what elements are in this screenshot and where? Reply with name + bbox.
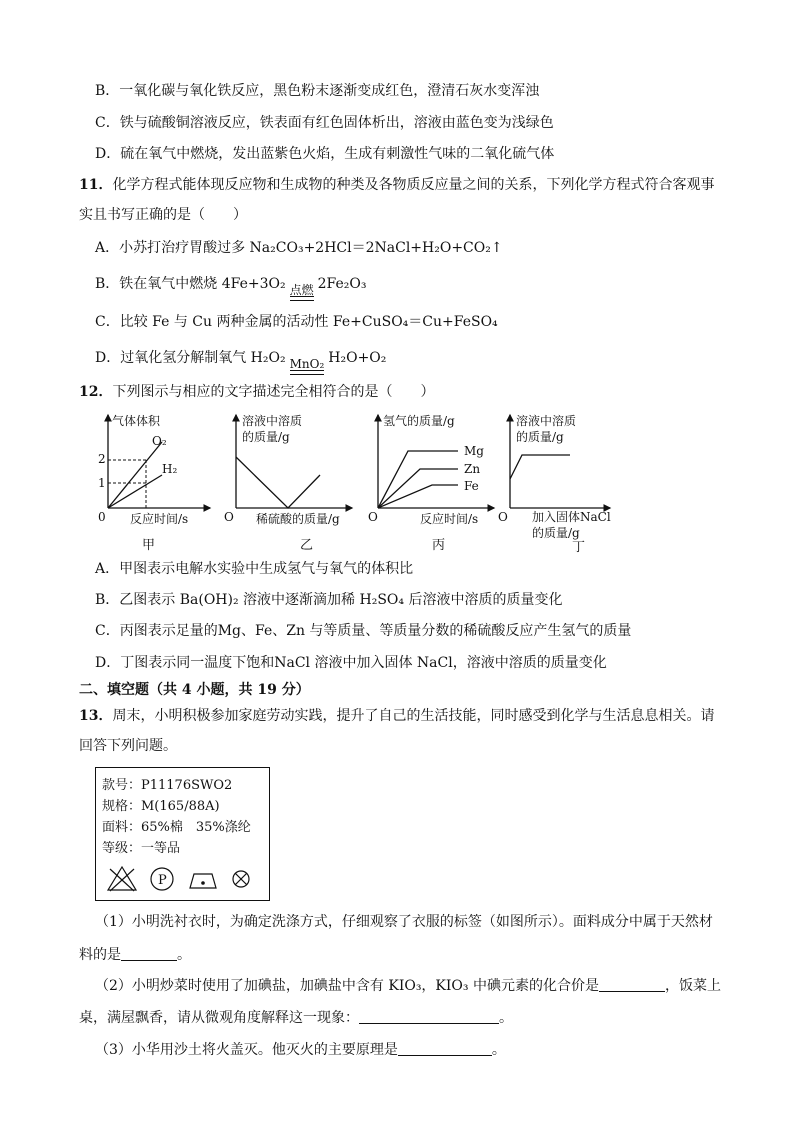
- q13-part1-line2: [79, 945, 191, 965]
- bing-series-zn: Zn: [464, 462, 481, 476]
- question-11-stem: [79, 175, 714, 195]
- condition-text: 点燃: [289, 283, 314, 297]
- reaction-condition: [290, 284, 314, 301]
- iron-icon: [190, 874, 216, 888]
- question-number: 13．: [79, 708, 113, 724]
- ding-ylabel-1: 溶液中溶质: [516, 414, 577, 428]
- graphs-figure: [90, 405, 650, 555]
- answer-blank-4[interactable]: [398, 1041, 492, 1056]
- question-number: 11．: [79, 177, 113, 193]
- question-13-stem-cont: 回答下列问题。: [79, 738, 177, 754]
- jia-o2-line: [108, 442, 162, 508]
- equals-bars: [290, 370, 325, 375]
- jia-origin: 0: [98, 510, 106, 524]
- jia-series-h2: H₂: [162, 462, 178, 476]
- prompt-text-cont: ，饭菜上: [664, 978, 721, 994]
- punctuation: 。: [177, 947, 191, 963]
- jia-caption: 甲: [142, 538, 156, 553]
- option-d-q12: D．丁图表示同一温度下饱和NaCl 溶液中加入固体 NaCl，溶液中溶质的质量变化: [95, 655, 607, 671]
- question-11-stem-cont: 实且书写正确的是（ ）: [79, 207, 247, 223]
- condition-text: MnO₂: [289, 357, 325, 371]
- q13-part3: [95, 1040, 506, 1060]
- option-c-q10: C．铁与硫酸铜溶液反应，铁表面有红色固体析出，溶液由蓝色变为浅绿色: [95, 115, 554, 131]
- jia-tick-2: 2: [98, 452, 106, 466]
- ding-origin: O: [498, 510, 508, 524]
- yi-xlabel: 稀硫酸的质量/g: [256, 512, 340, 526]
- bing-caption: 丙: [432, 538, 446, 553]
- yi-origin: O: [224, 510, 234, 524]
- answer-blank-2[interactable]: [599, 977, 665, 992]
- bing-xlabel: 反应时间/s: [420, 512, 479, 526]
- ding-ylabel-2: 的质量/g: [516, 430, 564, 444]
- no-tumble-dry-icon: [233, 871, 249, 887]
- bing-series-fe: Fe: [464, 479, 479, 493]
- prompt-text: （3）小华用沙土将火盖灭。他灭火的主要原理是: [95, 1042, 398, 1058]
- option-b-q12: B．乙图表示 Ba(OH)₂ 溶液中逐渐滴加稀 H₂SO₄ 后溶液中溶质的质量变化: [95, 592, 563, 608]
- section-heading: 二、填空题（共 4 小题，共 19 分）: [79, 682, 310, 698]
- option-d-q11: [95, 348, 386, 375]
- label-fabric: 面料：65%棉 35%涤纶: [102, 820, 251, 835]
- q13-part2-line1: [95, 976, 721, 996]
- question-text: 化学方程式能体现反应物和生成物的种类及各物质反应量之间的关系，下列化学方程式符合客观事: [112, 177, 715, 193]
- reaction-condition: [290, 358, 325, 375]
- bing-ylabel: 氢气的质量/g: [383, 414, 455, 428]
- yi-ylabel-2: 的质量/g: [242, 430, 290, 444]
- ding-xlabel-1: 加入固体NaCl: [532, 510, 611, 524]
- jia-xlabel: 反应时间/s: [130, 512, 189, 526]
- question-13-stem: [79, 706, 714, 726]
- dry-clean-letter: P: [158, 873, 167, 888]
- prompt-text: （2）小明炒菜时使用了加碘盐，加碘盐中含有 KIO₃，KIO₃ 中碘元素的化合价是: [95, 978, 599, 994]
- bing-series-mg: Mg: [464, 444, 484, 458]
- option-b-q10: B．一氧化碳与氧化铁反应，黑色粉末逐渐变成红色，澄清石灰水变浑浊: [95, 83, 540, 99]
- ding-xlabel-2: 的质量/g: [532, 526, 580, 540]
- equation-left: D．过氧化氢分解制氧气 H₂O₂: [95, 350, 286, 366]
- prompt-text: 桌，满屋飘香，请从微观角度解释这一现象：: [79, 1010, 359, 1026]
- equation-left: B．铁在氧气中燃烧 4Fe+3O₂: [95, 276, 286, 292]
- bing-zn-line: [378, 469, 458, 508]
- clothing-label: [95, 767, 270, 901]
- option-c-q12: C．丙图表示足量的Mg、Fe、Zn 与等质量、等质量分数的稀硫酸反应产生氢气的质量: [95, 623, 632, 639]
- ding-caption: 丁: [572, 540, 586, 555]
- punctuation: 。: [499, 1010, 513, 1026]
- equals-bars: [290, 296, 314, 301]
- jia-tick-1: 1: [98, 476, 106, 490]
- yi-caption: 乙: [300, 538, 314, 553]
- prompt-text: 料的是: [79, 947, 121, 963]
- question-text: 周末，小明积极参加家庭劳动实践，提升了自己的生活技能，同时感受到化学与生活息息相关。请: [112, 708, 715, 724]
- option-a-q12: A．甲图表示电解水实验中生成氢气与氧气的体积比: [95, 561, 414, 577]
- option-c-q11: C．比较 Fe 与 Cu 两种金属的活动性 Fe+CuSO₄＝Cu+FeSO₄: [95, 314, 498, 330]
- q13-part2-line2: [79, 1008, 513, 1028]
- question-12-stem: [79, 382, 434, 402]
- punctuation: 。: [491, 1042, 506, 1058]
- label-grade: 等级：一等品: [102, 841, 181, 856]
- question-text: 下列图示与相应的文字描述完全相符合的是（ ）: [112, 384, 435, 400]
- bing-origin: O: [368, 510, 378, 524]
- yi-ylabel-1: 溶液中溶质: [242, 414, 303, 428]
- question-number: 12．: [79, 384, 113, 400]
- label-style-no: 款号：P11176SWO2: [102, 778, 233, 793]
- answer-blank-1[interactable]: [121, 946, 177, 961]
- option-b-q11: [95, 274, 366, 301]
- no-bleach-icon: [108, 867, 136, 891]
- care-icons: [104, 864, 260, 894]
- bing-mg-line: [378, 451, 458, 508]
- yi-curve: [236, 457, 320, 508]
- label-size: 规格：M(165/88A): [102, 799, 220, 814]
- equation-right: H₂O+O₂: [328, 350, 387, 366]
- option-d-q10: D．硫在氧气中燃烧，发出蓝紫色火焰，生成有刺激性气味的二氧化硫气体: [95, 146, 555, 162]
- ding-curve: [510, 455, 570, 479]
- option-a-q11: A．小苏打治疗胃酸过多 Na₂CO₃+2HCl＝2NaCl+H₂O+CO₂↑: [95, 240, 503, 256]
- q13-part1-line1: （1）小明洗衬衣时，为确定洗涤方式，仔细观察了衣服的标签（如图所示）。面料成分中属于天然材: [95, 914, 713, 930]
- jia-ylabel: 气体体积: [112, 414, 161, 428]
- jia-h2-line: [108, 475, 162, 508]
- answer-blank-3[interactable]: [359, 1009, 499, 1024]
- jia-series-o2: O₂: [152, 434, 167, 448]
- equation-right: 2Fe₂O₃: [317, 276, 367, 292]
